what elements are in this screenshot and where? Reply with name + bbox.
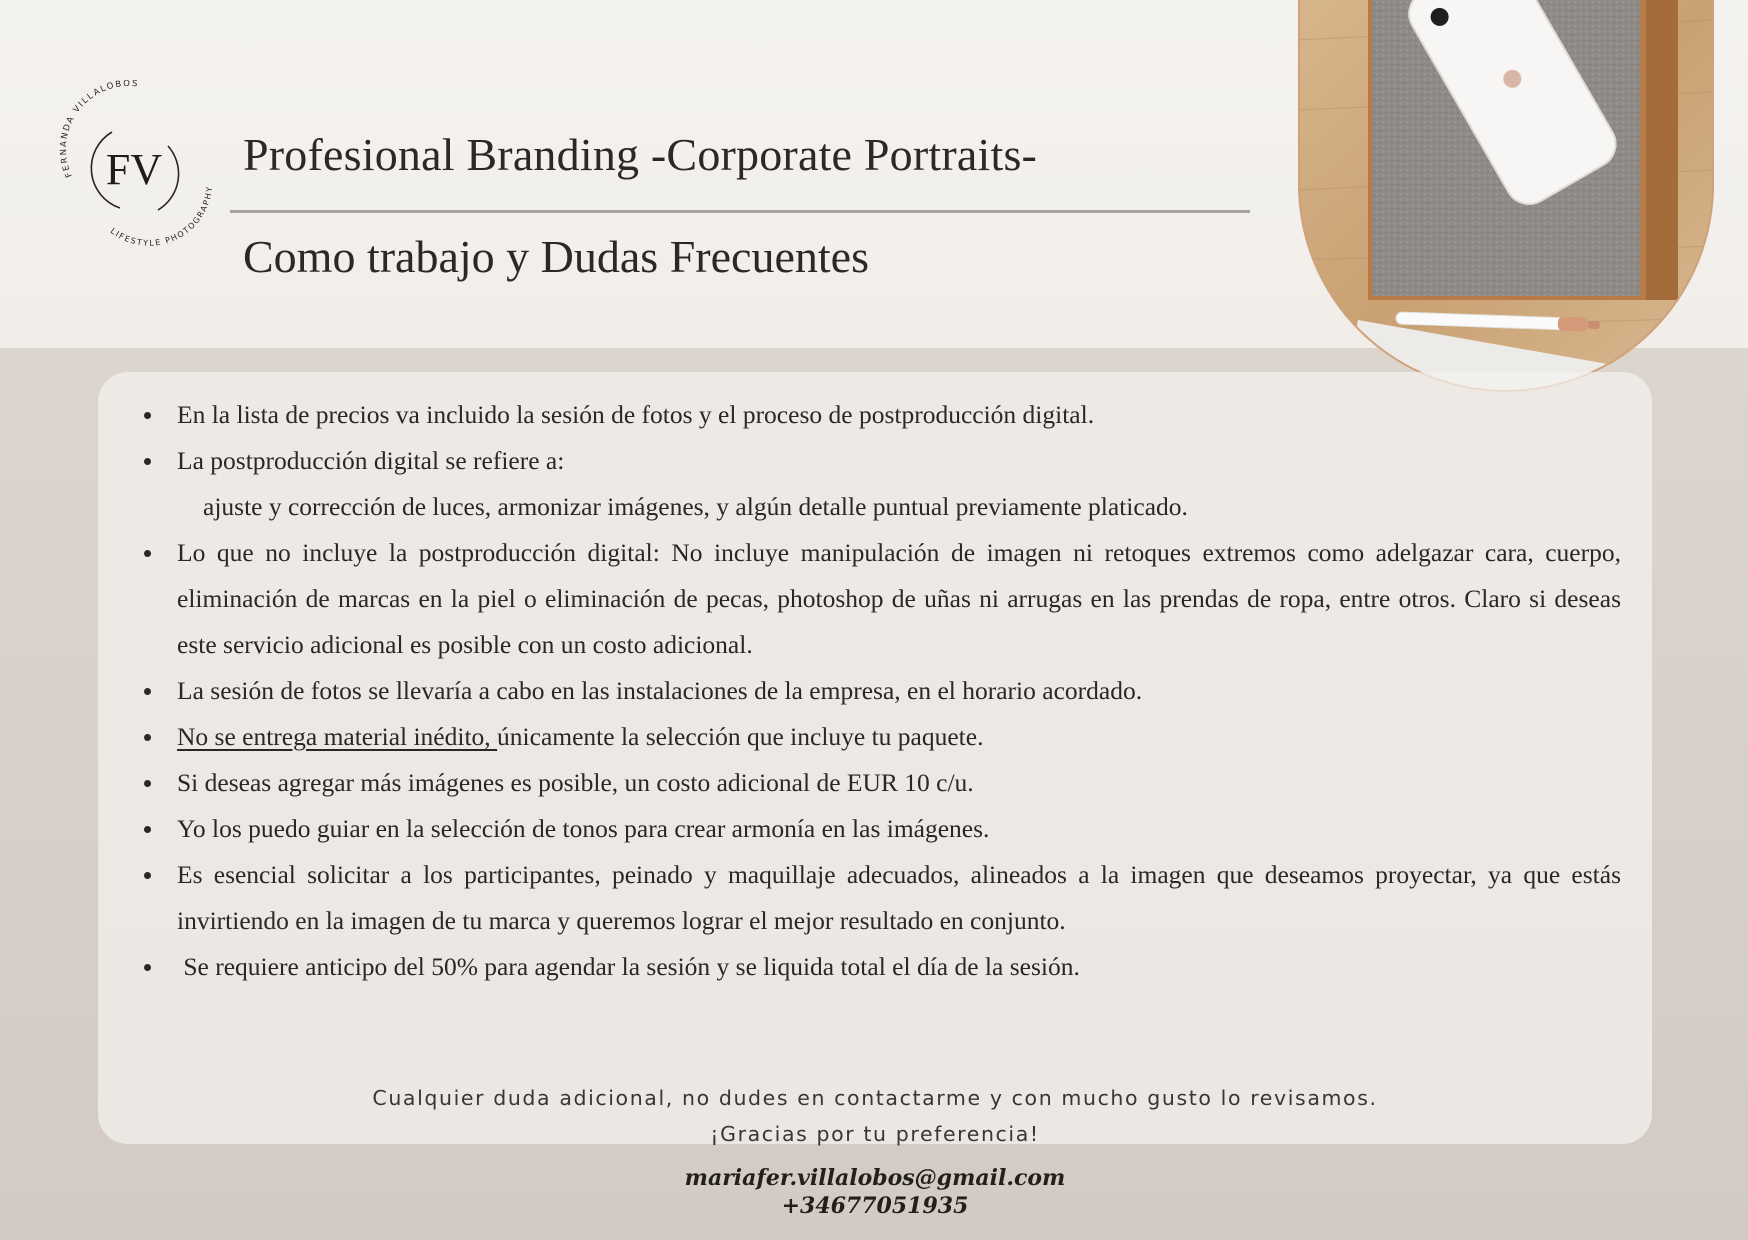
- list-item: [143, 714, 1621, 760]
- list-item: La postproducción digital se refiere a:: [143, 438, 1621, 484]
- desk-flatlay-photo: [1298, 0, 1714, 392]
- list-item: Si deseas agregar más imágenes es posible, un costo adicional de EUR 10 c/u.: [143, 760, 1621, 806]
- list-item-text: únicamente la selección que incluye tu paquete.: [497, 722, 984, 751]
- contact-info: [98, 1164, 1652, 1220]
- list-item: En la lista de precios va incluido la sesión de fotos y el proceso de postproducción digital.: [143, 392, 1621, 438]
- svg-text:LIFESTYLE PHOTOGRAPHY: [109, 185, 214, 248]
- list-item-detail: ajuste y corrección de luces, armonizar imágenes, y algún detalle puntual previamente platicado.: [203, 492, 1188, 521]
- list-item: La sesión de fotos se llevaría a cabo en las instalaciones de la empresa, en el horario acordado.: [143, 668, 1621, 714]
- phone-text: +34677051935: [781, 1193, 969, 1219]
- list-item: Yo los puedo guiar en la selección de tonos para crear armonía en las imágenes.: [143, 806, 1621, 852]
- page-subtitle: Como trabajo y Dudas Frecuentes: [243, 231, 869, 282]
- email-text: mariafer.villalobos@gmail.com: [684, 1165, 1066, 1191]
- page-title: Profesional Branding -Corporate Portraits-: [243, 129, 1038, 180]
- logo-monogram: FV: [105, 145, 163, 194]
- faq-list: [143, 392, 1621, 990]
- closing-line-2: ¡Gracias por tu preferencia!: [710, 1122, 1040, 1146]
- list-item: Se requiere anticipo del 50% para agendar la sesión y se liquida total el día de la sesión.: [143, 944, 1621, 990]
- closing-message: [98, 1080, 1652, 1152]
- logo-ring-bottom-text: LIFESTYLE PHOTOGRAPHY: [108, 185, 215, 248]
- brand-logo: [50, 80, 220, 250]
- title-divider: [230, 210, 1250, 213]
- list-item: Es esencial solicitar a los participantes, peinado y maquillaje adecuados, alineados a la imagen que deseamos proyectar, ya que estás invirtiendo en la imagen de tu marca y queremos lograr el mejor resultado en conjunto.: [143, 852, 1621, 944]
- underlined-notice: No se entrega material inédito,: [177, 722, 498, 751]
- logo-ring-top-text: FERNANDA VILLALOBOS: [58, 80, 140, 179]
- closing-line-1: Cualquier duda adicional, no dudes en contactarme y con mucho gusto lo revisamos.: [372, 1086, 1378, 1110]
- logo-icon: [50, 80, 220, 250]
- list-item: Lo que no incluye la postproducción digital: No incluye manipulación de imagen ni retoques extremos como adelgazar cara, cuerpo, eliminación de marcas en la piel o eliminación de pecas, photoshop de uñas ni arrugas en las prendas de ropa, entre otros. Claro si deseas este servicio adicional es posible con un costo adicional.: [143, 530, 1621, 668]
